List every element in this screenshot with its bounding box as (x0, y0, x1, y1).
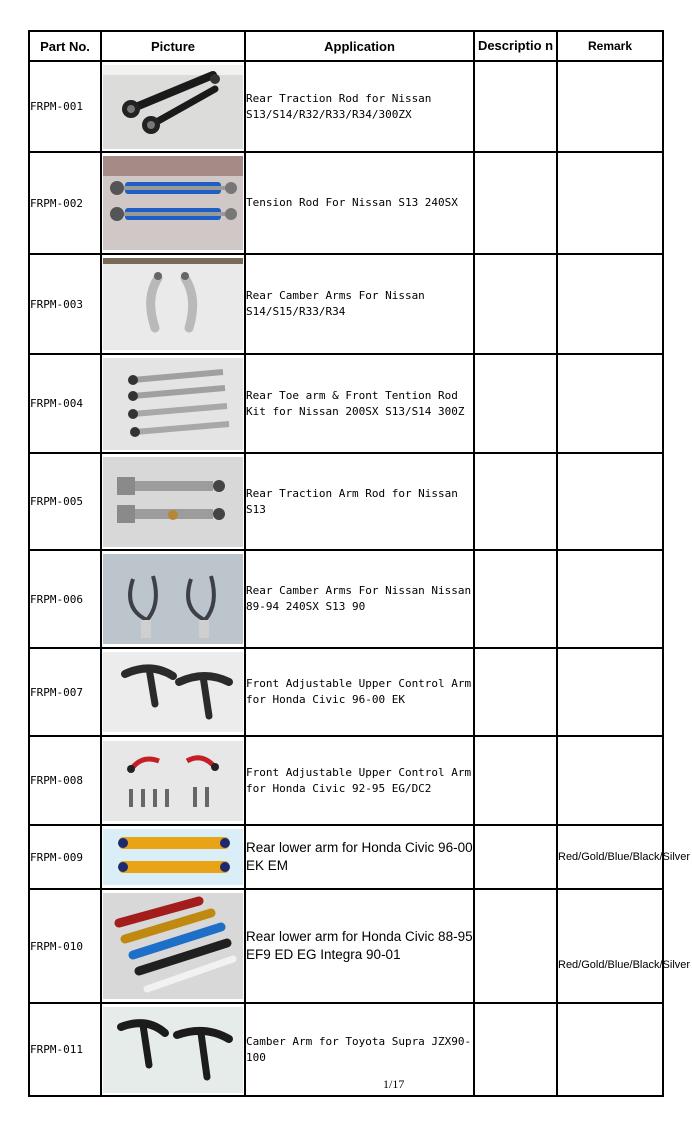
application-text: Rear lower arm for Honda Civic 96-00 EK EM (245, 825, 474, 889)
control-arm-kit-image (103, 741, 243, 821)
part-number: FRPM-002 (29, 152, 101, 254)
remark-cell (557, 736, 663, 825)
table-row (29, 889, 663, 1003)
description-cell (474, 152, 557, 254)
table-row (29, 1003, 663, 1096)
description-cell (474, 1003, 557, 1096)
remark-cell (557, 453, 663, 550)
part-number: FRPM-010 (29, 889, 101, 1003)
remark-cell (557, 254, 663, 354)
supra-camber-image (103, 1007, 243, 1093)
product-photo (101, 889, 245, 1003)
parts-table (28, 30, 691, 1097)
description-cell (474, 354, 557, 453)
description-cell (474, 550, 557, 648)
description-cell (474, 61, 557, 152)
page-number: 1/17 (383, 1077, 405, 1091)
product-photo (101, 825, 245, 889)
table-row (29, 453, 663, 550)
description-cell (474, 453, 557, 550)
product-photo (101, 254, 245, 354)
remark-cell: Red/Gold/Blue/Black/Silver (557, 825, 663, 889)
product-photo (101, 61, 245, 152)
part-number: FRPM-005 (29, 453, 101, 550)
remark-cell (557, 550, 663, 648)
traction-rod-image (103, 65, 243, 149)
table-row (29, 61, 663, 152)
header-remark: Remark (557, 31, 663, 61)
part-number: FRPM-009 (29, 825, 101, 889)
remark-cell (557, 61, 663, 152)
description-cell (474, 889, 557, 1003)
description-cell (474, 736, 557, 825)
product-photo (101, 736, 245, 825)
tension-rod-image (103, 156, 243, 250)
application-text: Rear Traction Rod for Nissan S13/S14/R32/R33/R34/300ZX (245, 61, 474, 152)
application-text: Rear Camber Arms For Nissan S14/S15/R33/R34 (245, 254, 474, 354)
part-number: FRPM-001 (29, 61, 101, 152)
product-photo (101, 1003, 245, 1096)
table-row (29, 736, 663, 825)
header-picture: Picture (101, 31, 245, 61)
table-row (29, 152, 663, 254)
table-row (29, 254, 663, 354)
remark-cell: Red/Gold/Blue/Black/Silver (557, 889, 663, 1003)
camber-arm-image (103, 258, 243, 350)
application-text: Rear Traction Arm Rod for Nissan S13 (245, 453, 474, 550)
remark-cell (557, 1003, 663, 1096)
header-row (29, 31, 663, 61)
table-row (29, 354, 663, 453)
application-text: Rear lower arm for Honda Civic 88-95 EF9 ED EG Integra 90-01 (245, 889, 474, 1003)
part-number: FRPM-006 (29, 550, 101, 648)
table-row (29, 648, 663, 736)
table-row (29, 825, 663, 889)
traction-arm-image (103, 457, 243, 547)
rod-kit-image (103, 358, 243, 450)
application-text: Rear Camber Arms For Nissan Nissan 89-94 240SX S13 90 (245, 550, 474, 648)
part-number: FRPM-003 (29, 254, 101, 354)
product-photo (101, 453, 245, 550)
product-photo (101, 152, 245, 254)
part-number: FRPM-011 (29, 1003, 101, 1096)
description-cell (474, 254, 557, 354)
part-number: FRPM-004 (29, 354, 101, 453)
header-part-no: Part No. (29, 31, 101, 61)
header-application: Application (245, 31, 474, 61)
application-text: Front Adjustable Upper Control Arm for Honda Civic 96-00 EK (245, 648, 474, 736)
multicolor-lower-arm-image (103, 893, 243, 999)
application-text: Rear Toe arm & Front Tention Rod Kit for Nissan 200SX S13/S14 300Z (245, 354, 474, 453)
description-cell (474, 648, 557, 736)
chrome-camber-image (103, 554, 243, 644)
remark-cell (557, 648, 663, 736)
description-cell (474, 825, 557, 889)
remark-cell (557, 354, 663, 453)
control-arm-image (103, 652, 243, 732)
remark-cell (557, 152, 663, 254)
application-text: Front Adjustable Upper Control Arm for Honda Civic 92-95 EG/DC2 (245, 736, 474, 825)
application-text: Camber Arm for Toyota Supra JZX90-100 (245, 1003, 474, 1096)
table-row (29, 550, 663, 648)
part-number: FRPM-008 (29, 736, 101, 825)
lower-arm-image (103, 829, 243, 885)
product-photo (101, 550, 245, 648)
application-text: Tension Rod For Nissan S13 240SX (245, 152, 474, 254)
header-description: Descriptio n (474, 31, 557, 61)
part-number: FRPM-007 (29, 648, 101, 736)
product-photo (101, 648, 245, 736)
product-photo (101, 354, 245, 453)
